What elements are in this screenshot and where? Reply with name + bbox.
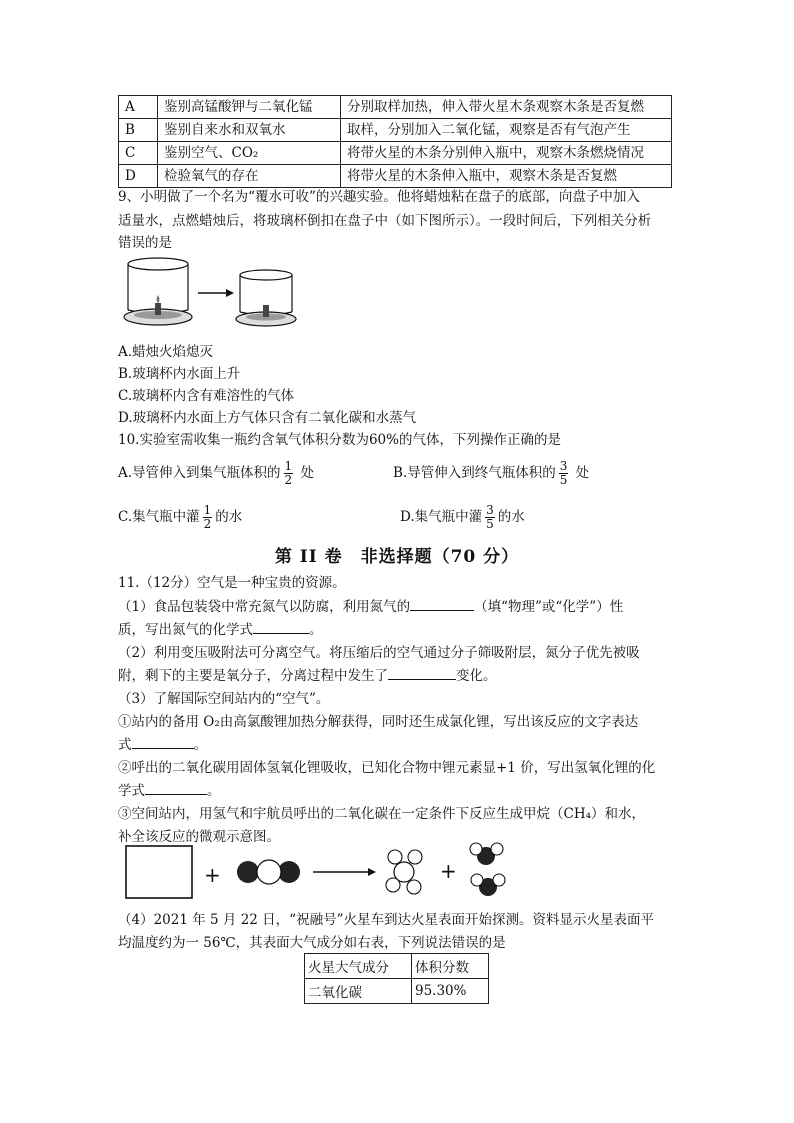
text: 式	[118, 737, 132, 753]
q10-option-c-text: C.集气瓶中灌	[118, 509, 200, 525]
section-title: 第 II 卷 非选择题（70 分）	[274, 547, 520, 567]
q11-part1-line2	[118, 619, 323, 641]
text: （1）食品包装袋中常充氮气以防腐，利用氮气的	[118, 599, 411, 615]
q11-sub3-line1: ③空间站内，用氢气和宇航员呼出的二氧化碳在一定条件下反应生成甲烷（CH₄）和水，	[118, 806, 646, 822]
q11-part2-line2	[118, 665, 497, 687]
table-header-cell: 火星大气成分	[305, 954, 412, 979]
answer-blank[interactable]	[132, 734, 194, 749]
glass-after	[236, 270, 296, 326]
q11-part1-line1	[118, 596, 623, 618]
q10-stem: 10.实验室需收集一瓶约含氧气体积分数为60%的气体，下列操作正确的是	[118, 432, 561, 448]
option-method: 分别取样加热，伸入带火星木条观察木条是否复燃	[341, 96, 672, 119]
fraction	[284, 460, 294, 487]
q11-sub1-line1: ①站内的备用 O₂由高氯酸锂加热分解获得，同时还生成氯化锂，写出该反应的文字表达	[118, 714, 639, 730]
option-purpose: 鉴别高锰酸钾与二氧化锰	[158, 96, 341, 119]
table-cell: 二氧化碳	[305, 979, 412, 1004]
q11-part4-line1: （4）2021 年 5 月 22 日，“祝融号”火星车到达火星表面开始探测。资料显示火星表面平	[118, 912, 654, 928]
q11-part4-line2: 均温度约为一 56℃，其表面大气成分如右表，下列说法错误的是	[118, 935, 506, 951]
text: 。	[193, 737, 207, 753]
empty-box	[126, 846, 192, 898]
text: 学式	[118, 783, 145, 799]
answer-blank[interactable]	[410, 596, 474, 611]
table-header-cell: 体积分数	[412, 954, 489, 979]
numerator: 3	[559, 459, 568, 473]
q11-sub2-line2	[118, 780, 221, 802]
q9-stem-line-1: 9、小明做了一个名为“覆水可收”的兴趣实验。他将蜡烛粘在盘子的底部，向盘子中加入	[118, 189, 640, 205]
fraction	[559, 460, 569, 487]
option-purpose: 检验氧气的存在	[158, 165, 341, 188]
option-purpose: 鉴别空气、CO₂	[158, 142, 341, 165]
plus-sign: +	[440, 859, 457, 883]
q10-option-a-text: A.导管伸入到集气瓶体积的	[118, 465, 281, 481]
h2o-molecule	[470, 843, 503, 865]
q10-option-b	[393, 455, 589, 491]
numerator: 1	[284, 459, 293, 473]
text: 附，剩下的主要是氧分子，分离过程中发生了	[118, 668, 388, 684]
table-row	[119, 142, 672, 165]
option-letter: C	[119, 142, 158, 165]
table-row	[305, 979, 489, 1004]
ch4-molecule	[386, 850, 422, 894]
fraction	[485, 504, 495, 531]
q9-option-c: C.玻璃杯内含有难溶性的气体	[118, 388, 295, 404]
denominator: 2	[203, 517, 212, 531]
table-row	[119, 165, 672, 188]
q9-option-d: D.玻璃杯内水面上方气体只含有二氧化碳和水蒸气	[118, 410, 417, 426]
denominator: 5	[559, 473, 568, 487]
table-cell: 95.30%	[412, 979, 489, 1004]
denominator: 2	[284, 473, 293, 487]
q9-option-a: A.蜡烛火焰熄灭	[118, 344, 214, 360]
q9-stem-line-3: 错误的是	[118, 235, 172, 251]
q10-option-d-text: D.集气瓶中灌	[400, 509, 483, 525]
q10-option-d-suffix: 的水	[497, 509, 525, 525]
fraction	[203, 504, 213, 531]
q10-option-c	[118, 499, 242, 535]
table-header-row	[305, 954, 489, 979]
option-method: 将带火星的木条伸入瓶中，观察木条是否复燃	[341, 165, 672, 188]
text: （填“物理”或“化学”）性	[474, 599, 624, 615]
answer-blank[interactable]	[253, 619, 309, 634]
option-method: 将带火星的木条分别伸入瓶中，观察木条燃烧情况	[341, 142, 672, 165]
q8-options-table	[118, 95, 672, 188]
answer-blank[interactable]	[145, 780, 207, 795]
denominator: 5	[486, 517, 494, 531]
q10-option-a	[118, 455, 314, 491]
q10-option-d	[400, 499, 525, 535]
mars-atmosphere-table	[304, 953, 489, 1004]
q11-part2-line1: （2）利用变压吸附法可分离空气。将压缩后的空气通过分子筛吸附层，氮分子优先被吸	[118, 645, 640, 661]
q10-option-a-suffix: 处	[300, 465, 314, 481]
co2-molecule	[237, 860, 300, 884]
q11-part3: （3）了解国际空间站内的“空气”。	[118, 691, 330, 707]
q11-sub3-line2: 补全该反应的微观示意图。	[118, 829, 280, 845]
reaction-micro-diagram	[118, 838, 538, 906]
q9-stem-line-2: 适量水，点燃蜡烛后，将玻璃杯倒扣在盘子中（如下图所示）。一段时间后，下列相关分析	[118, 213, 652, 229]
candle-glass-experiment-figure	[118, 255, 308, 335]
option-letter: B	[119, 119, 158, 142]
text: 质，写出氮气的化学式	[118, 622, 253, 638]
q11-stem: 11.（12分）空气是一种宝贵的资源。	[118, 575, 346, 591]
table-row	[119, 119, 672, 142]
glass-before	[124, 258, 192, 325]
numerator: 3	[486, 503, 494, 517]
q11-sub1-line2	[118, 734, 207, 756]
numerator: 1	[203, 503, 212, 517]
q11-sub2-line1: ②呼出的二氧化碳用固体氢氧化锂吸收，已知化合物中锂元素显+1 价，写出氢氧化锂的化	[118, 760, 656, 776]
text: 。	[309, 622, 323, 638]
option-letter: D	[119, 165, 158, 188]
text: 变化。	[456, 668, 497, 684]
q10-option-b-text: B.导管伸入到终气瓶体积的	[393, 465, 556, 481]
option-letter: A	[119, 96, 158, 119]
option-purpose: 鉴别自来水和双氧水	[158, 119, 341, 142]
q10-option-c-suffix: 的水	[215, 509, 243, 525]
q9-option-b: B.玻璃杯内水面上升	[118, 366, 241, 382]
table-row	[119, 96, 672, 119]
h2o-molecule	[471, 874, 505, 896]
q10-option-b-suffix: 处	[575, 465, 590, 481]
answer-blank[interactable]	[388, 665, 456, 680]
text: 。	[207, 783, 221, 799]
option-method: 取样，分别加入二氧化锰，观察是否有气泡产生	[341, 119, 672, 142]
plus-sign: +	[204, 863, 221, 887]
